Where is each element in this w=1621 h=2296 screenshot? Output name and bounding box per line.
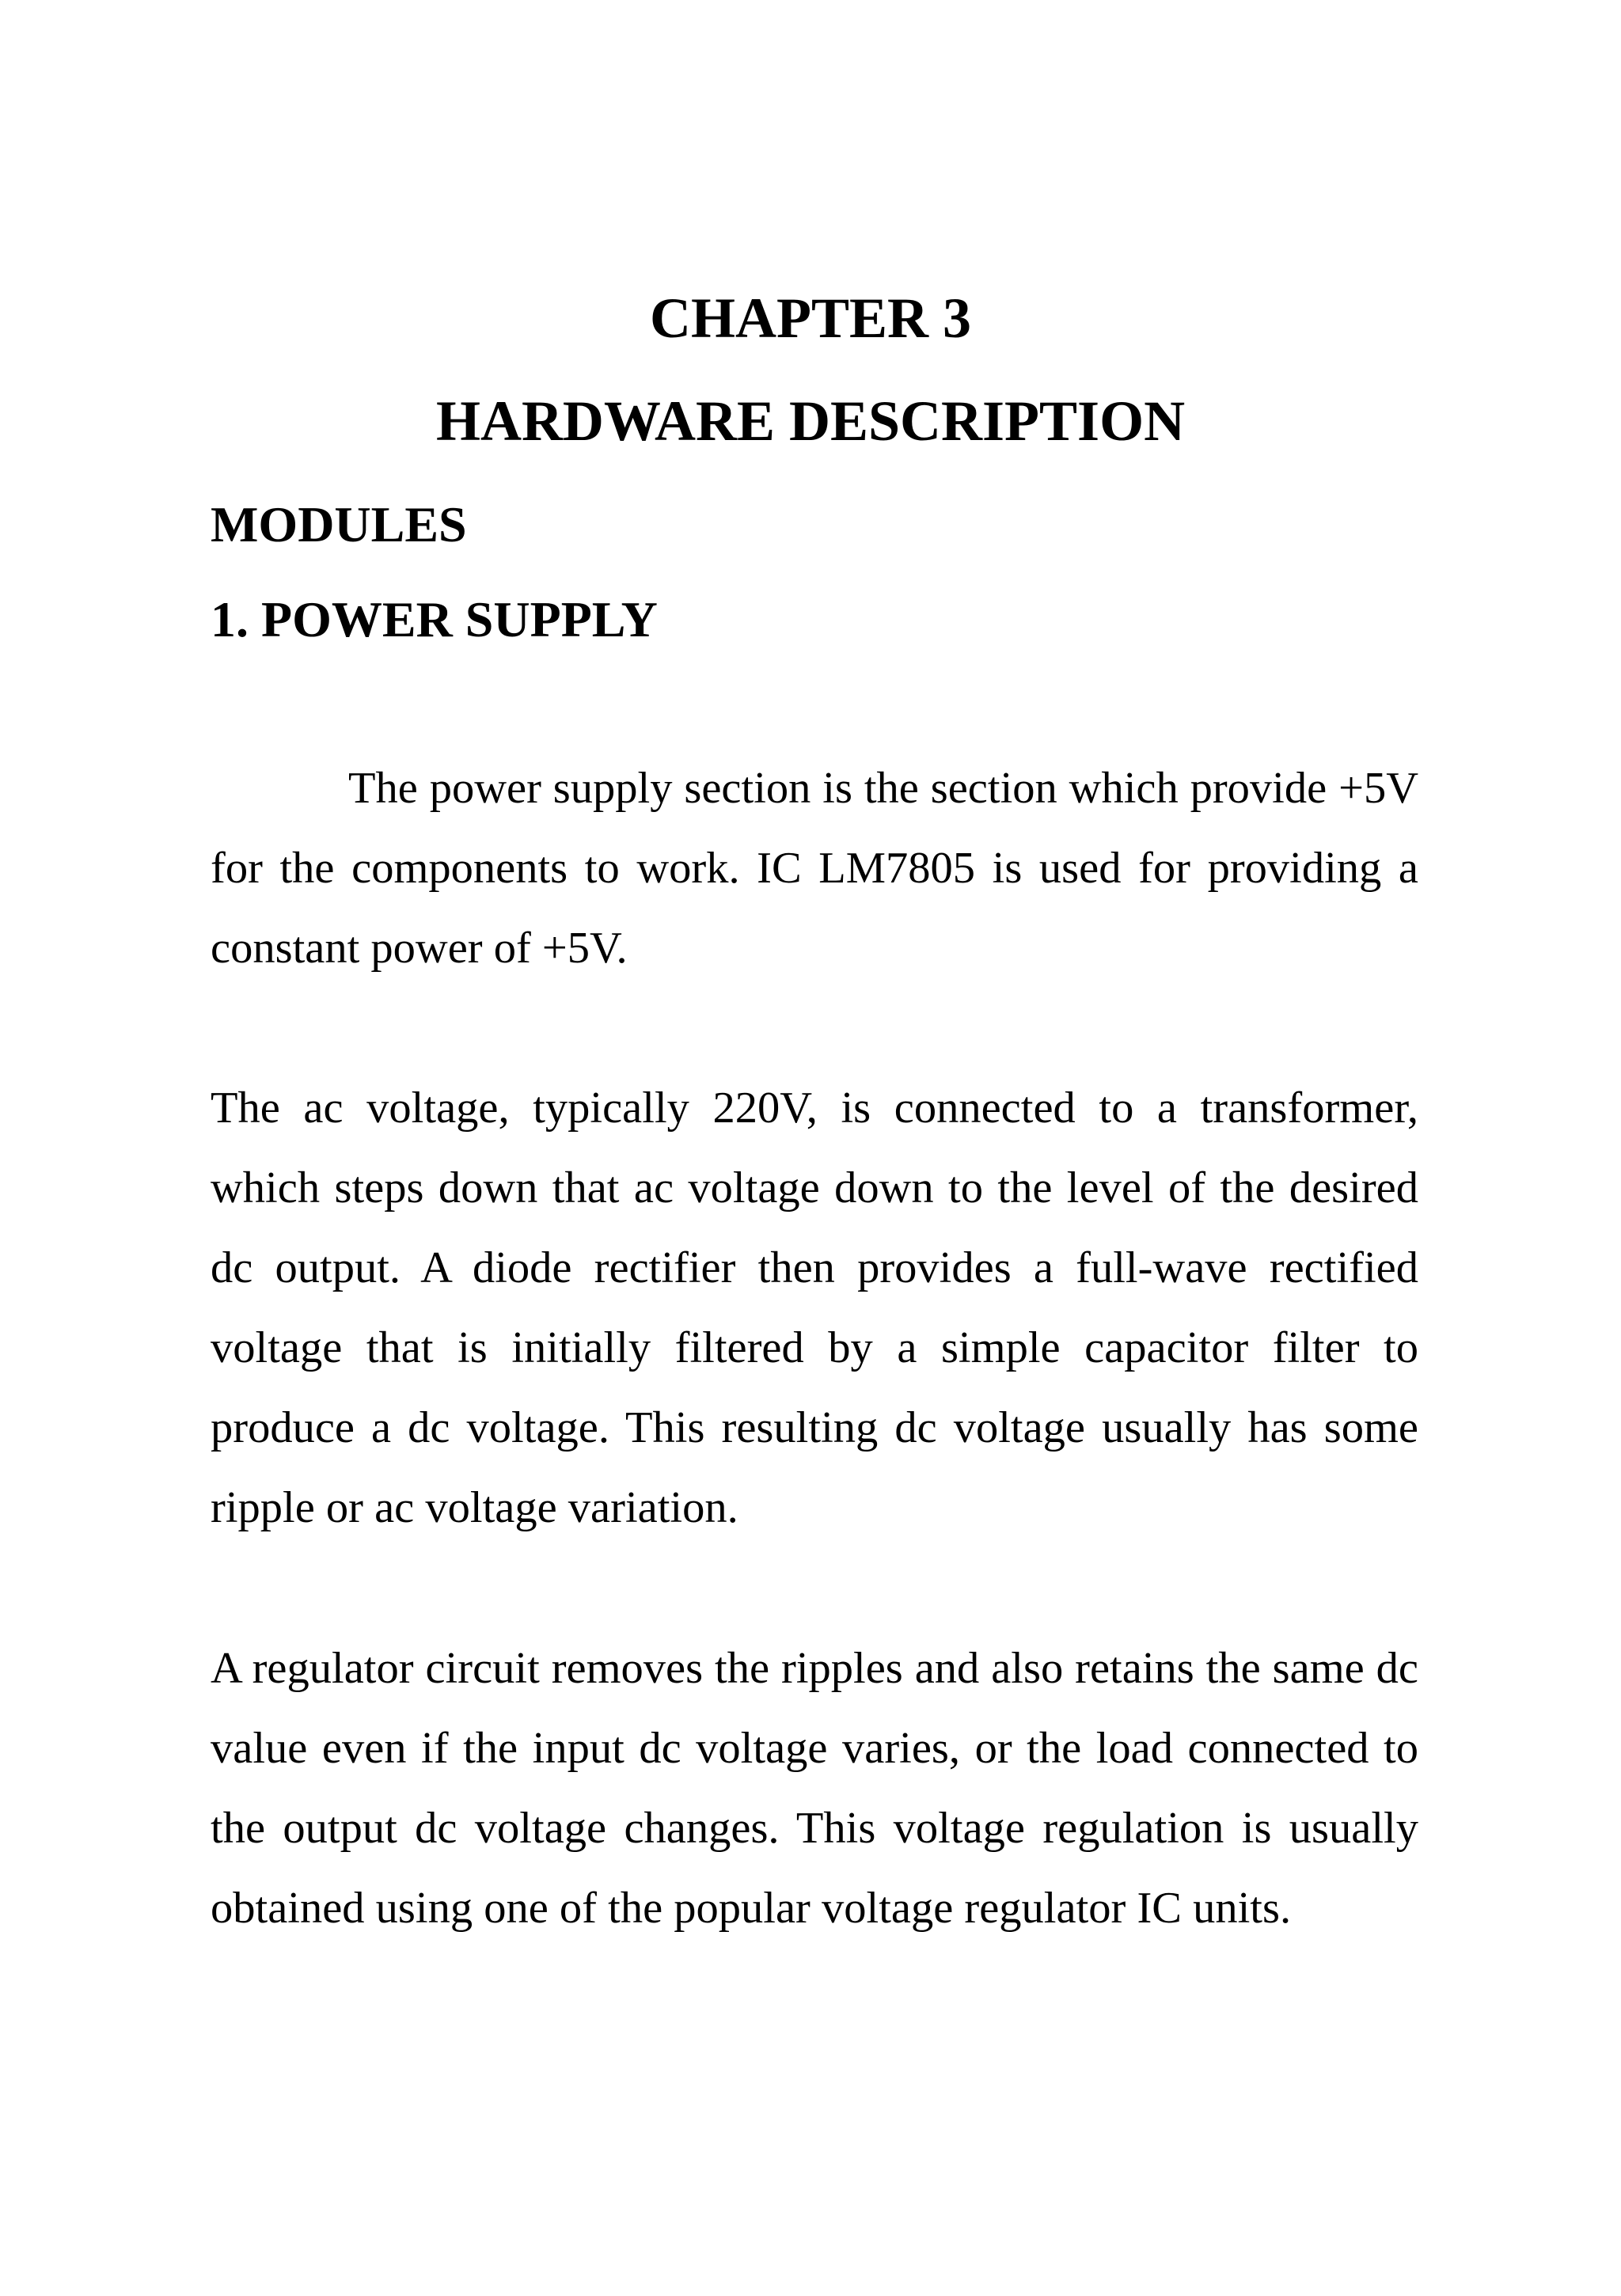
chapter-subtitle: HARDWARE DESCRIPTION [435, 389, 1186, 453]
chapter-title: CHAPTER 3 [649, 287, 972, 350]
paragraph-power-supply-intro: The power supply section is the section which provide +5V for the components to work. IC LM7805 is used for providing a constant power of +5V. [211, 764, 1418, 973]
paragraph-ac-voltage: The ac voltage, typically 220V, is connected to a transformer, which steps down that ac voltage down to the level of the desired dc output. A diode rectifier then provides a full-wave rectified voltage that is initially filtered by a simple capacitor filter to produce a dc voltage. This resulting dc voltage usually has some ripple or ac voltage variation. [211, 1083, 1418, 1532]
paragraph-regulator: A regulator circuit removes the ripples and also retains the same dc value even if the input dc voltage varies, or the load connected to the output dc voltage changes. This voltage regulation is usually obtained using one of the popular voltage regulator IC units. [211, 1644, 1418, 1933]
subsection-heading: 1. POWER SUPPLY [211, 591, 658, 647]
section-heading: MODULES [211, 496, 467, 552]
